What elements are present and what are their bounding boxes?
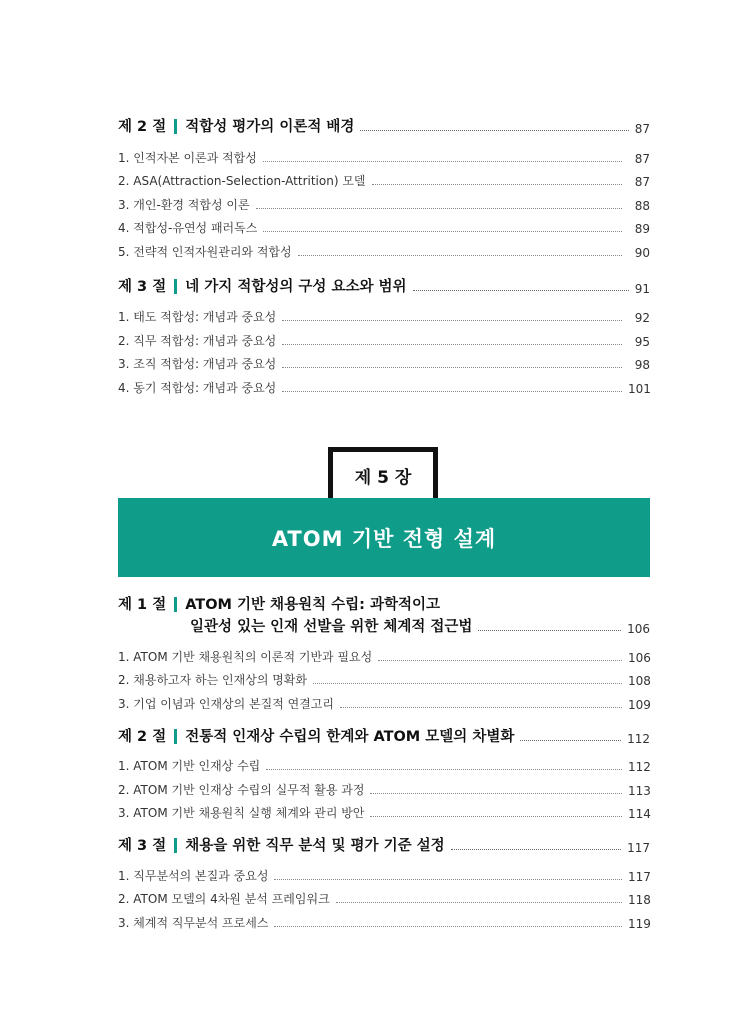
chapter-title-band (118, 498, 650, 577)
entry-label: 2. 채용하고자 하는 인재상의 명확화 (118, 673, 307, 687)
page-number: 98 (634, 358, 650, 372)
toc-entry[interactable] (118, 325, 650, 349)
dot-leader (263, 160, 622, 162)
page-number: 112 (628, 760, 651, 774)
toc-entry[interactable] (118, 189, 650, 213)
section-divider-bar (174, 729, 177, 744)
toc-entry[interactable] (118, 884, 650, 908)
page-number: 89 (634, 222, 650, 236)
page-number: 106 (627, 622, 650, 636)
page-number: 87 (634, 175, 650, 189)
dot-leader (478, 629, 621, 631)
entry-label: 4. 적합성-유연성 패러독스 (118, 221, 258, 235)
toc-entry[interactable] (118, 349, 650, 373)
dot-leader (451, 848, 621, 850)
page-number: 113 (628, 783, 651, 798)
dot-leader (266, 768, 622, 770)
section-divider-bar (174, 279, 177, 294)
page-number: 119 (628, 916, 651, 931)
page-number: 90 (634, 245, 650, 260)
section-heading[interactable] (118, 274, 650, 296)
entry-label: 2. 직무 적합성: 개념과 중요성 (118, 333, 277, 348)
section-title: 채용을 위한 직무 분석 및 평가 기준 설정 (185, 838, 445, 854)
page-number: 112 (627, 731, 650, 746)
dot-leader (340, 706, 622, 708)
page-number: 91 (634, 281, 650, 296)
dot-leader (313, 682, 622, 684)
entry-label: 3. 개인-환경 적합성 이론 (118, 197, 250, 212)
toc-entry[interactable] (118, 372, 650, 396)
dot-leader (256, 207, 622, 209)
section-title: 전통적 인재상 수립의 한계와 ATOM 모델의 차별화 (185, 728, 515, 745)
toc-entry[interactable] (118, 688, 650, 712)
dot-leader (413, 289, 629, 291)
page-number: 109 (628, 697, 651, 712)
toc-entry[interactable] (118, 751, 650, 775)
dot-leader (274, 878, 622, 880)
section-divider-bar (174, 838, 177, 853)
toc-entry[interactable] (118, 665, 650, 689)
dot-leader (274, 925, 622, 927)
dot-leader (520, 739, 621, 741)
page-number: 117 (627, 841, 650, 855)
section-heading[interactable] (118, 724, 650, 746)
page-number: 114 (628, 807, 651, 821)
page-number: 106 (628, 650, 651, 665)
page-number: 92 (634, 311, 650, 325)
toc-entry[interactable] (118, 142, 650, 166)
page-number: 95 (634, 334, 650, 349)
dot-leader (282, 366, 622, 368)
dot-leader (282, 390, 622, 392)
entry-label: 3. ATOM 기반 채용원칙 실행 체계와 관리 방안 (118, 806, 365, 820)
section-title-line1: ATOM 기반 채용원칙 수립: 과학적이고 (185, 597, 441, 613)
dot-leader (282, 343, 622, 345)
section-title: 네 가지 적합성의 구성 요소와 범위 (185, 278, 407, 295)
toc-entry[interactable] (118, 166, 650, 190)
entry-label: 3. 조직 적합성: 개념과 중요성 (118, 357, 277, 371)
entry-label: 1. 직무분석의 본질과 중요성 (118, 868, 269, 883)
entry-label: 1. 태도 적합성: 개념과 중요성 (118, 310, 277, 324)
section-divider-bar (174, 597, 177, 612)
toc-entry[interactable] (118, 213, 650, 237)
chapter-label-box (328, 447, 438, 499)
entry-label: 1. ATOM 기반 채용원칙의 이론적 기반과 필요성 (118, 649, 373, 664)
dot-leader (372, 183, 622, 185)
page-number: 117 (628, 869, 651, 884)
page-number: 87 (634, 151, 650, 166)
page-number: 87 (634, 122, 650, 136)
toc-entry[interactable] (118, 236, 650, 260)
dot-leader (370, 815, 622, 817)
entry-label: 1. 인적자본 이론과 적합성 (118, 150, 257, 165)
dot-leader (263, 230, 622, 232)
section-number: 제 2 절 (118, 728, 167, 745)
dot-leader (336, 901, 622, 903)
entry-label: 3. 기업 이념과 인재상의 본질적 연결고리 (118, 696, 334, 711)
toc-block-lower (118, 592, 650, 931)
entry-label: 2. ATOM 모델의 4차원 분석 프레임워크 (118, 892, 330, 906)
toc-entry[interactable] (118, 907, 650, 931)
entry-label: 2. ATOM 기반 인재상 수립의 실무적 활용 과정 (118, 782, 365, 797)
dot-leader (360, 129, 628, 131)
entry-label: 2. ASA(Attraction-Selection-Attrition) 모델 (118, 174, 366, 188)
entry-label: 5. 전략적 인적자원관리와 적합성 (118, 244, 292, 259)
entry-label: 3. 체계적 직무분석 프로세스 (118, 915, 269, 930)
page-number: 118 (628, 893, 651, 907)
chapter-title: ATOM 기반 전형 설계 (271, 526, 497, 551)
page-number: 88 (634, 198, 650, 213)
section-heading[interactable] (118, 592, 650, 636)
section-heading[interactable] (118, 114, 650, 136)
section-number: 제 1 절 (118, 597, 167, 613)
section-number: 제 3 절 (118, 838, 167, 854)
section-divider-bar (174, 119, 177, 134)
dot-leader (298, 254, 622, 256)
dot-leader (282, 319, 622, 321)
entry-label: 1. ATOM 기반 인재상 수립 (118, 759, 261, 773)
section-title-line2: 일관성 있는 인재 선발을 위한 체계적 접근법 (190, 619, 473, 635)
section-number: 제 2 절 (118, 119, 167, 135)
toc-block-upper (118, 114, 650, 396)
section-title: 적합성 평가의 이론적 배경 (185, 119, 355, 135)
section-heading[interactable] (118, 833, 650, 855)
dot-leader (370, 792, 622, 794)
entry-label: 4. 동기 적합성: 개념과 중요성 (118, 380, 277, 395)
page-number: 101 (628, 381, 651, 396)
toc-entry[interactable] (118, 641, 650, 665)
toc-entry[interactable] (118, 860, 650, 884)
page-number: 108 (628, 674, 651, 688)
dot-leader (378, 659, 622, 661)
toc-entry[interactable] (118, 774, 650, 798)
toc-entry[interactable] (118, 798, 650, 822)
chapter-label: 제 5 장 (354, 468, 412, 488)
toc-entry[interactable] (118, 302, 650, 326)
section-number: 제 3 절 (118, 278, 167, 295)
